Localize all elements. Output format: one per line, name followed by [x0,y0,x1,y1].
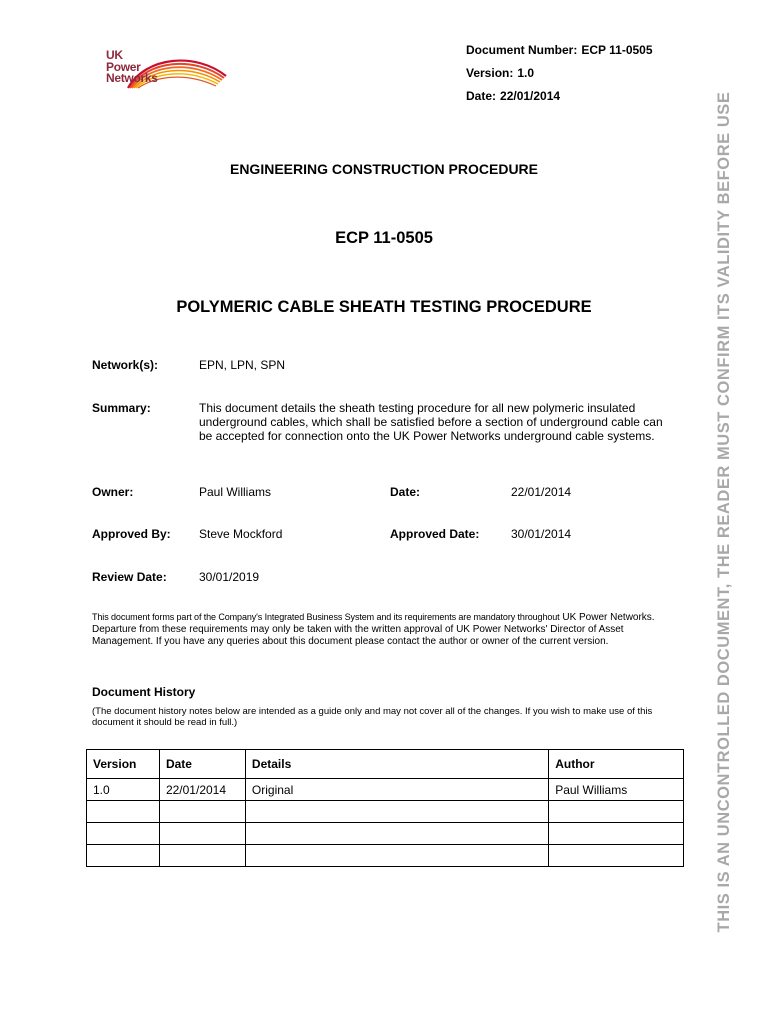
document-history-note: (The document history notes below are intended as a guide only and may not cover all of the changes. If you wish to make use of this document it should be read in full.) [92,706,653,728]
document-number-label: Document Number: [466,43,578,57]
version-value: 1.0 [517,66,535,80]
uncontrolled-document-watermark: THIS IS AN UNCONTROLLED DOCUMENT, THE READER MUST CONFIRM ITS VALIDITY BEFORE USE [715,91,733,933]
cell-author [549,823,684,845]
table-header-row [87,750,684,779]
cell-details [245,823,548,845]
cell-details: Original [245,779,548,801]
cell-date: 22/01/2014 [159,779,245,801]
disclaimer-paragraph [92,611,682,648]
column-header-version: Version [87,750,160,779]
document-number [466,43,653,57]
document-history-table [86,749,684,867]
document-code-heading: ECP 11-0505 [335,229,433,247]
owner-label: Owner: [92,485,134,499]
logo-line-1: UK [106,48,123,62]
approved-date-label: Approved Date: [390,527,480,541]
version-label: Version: [466,66,514,80]
document-history-heading: Document History [92,685,196,699]
procedure-type-heading: ENGINEERING CONSTRUCTION PROCEDURE [229,161,539,177]
cell-details [245,845,548,867]
review-date-value: 30/01/2019 [199,570,260,584]
column-header-author: Author [549,750,684,779]
table-row [87,801,684,823]
cell-version: 1.0 [87,779,160,801]
owner-date-value: 22/01/2014 [511,485,572,499]
company-logo [106,50,230,106]
cell-author [549,845,684,867]
cell-version [87,823,160,845]
networks-label: Network(s): [92,358,159,372]
table-row [87,779,684,801]
column-header-details: Details [245,750,548,779]
document-number-value: ECP 11-0505 [581,43,653,57]
cell-version [87,845,160,867]
review-date-label: Review Date: [92,570,167,584]
cell-author: Paul Williams [549,779,684,801]
document-date [466,89,560,103]
approved-by-label: Approved By: [92,527,171,541]
table-row [87,823,684,845]
document-version [466,66,534,80]
disclaimer-rest: UK Power Networks. Departure from these requirements may only be taken with the written approval of UK Power Networks' Director of Asset Management. If you have any queries about this document please contact the author or owner of the current version. [92,612,655,647]
approved-by-value: Steve Mockford [199,527,283,541]
cell-version [87,801,160,823]
summary-label: Summary: [92,401,151,415]
logo-text [106,50,158,85]
cell-details [245,801,548,823]
summary-value: This document details the sheath testing procedure for all new polymeric insulated underground cables, which shall be satisfied before a section of underground cable can be accepted for connection onto the UK Power Networks underground cable systems. [199,401,663,443]
approved-date-value: 30/01/2014 [511,527,572,541]
disclaimer-lead: This document forms part of the Company's Integrated Business System and its requirements are mandatory throughout [92,612,560,622]
cell-date [159,845,245,867]
owner-value: Paul Williams [199,485,272,499]
date-value: 22/01/2014 [500,89,561,103]
cell-date [159,823,245,845]
cell-date [159,801,245,823]
column-header-date: Date [159,750,245,779]
logo-line-3: Networks [106,71,158,85]
cell-author [549,801,684,823]
owner-date-label: Date: [390,485,421,499]
logo-line-2: Power [106,59,141,74]
networks-value: EPN, LPN, SPN [199,358,286,372]
document-title-heading: POLYMERIC CABLE SHEATH TESTING PROCEDURE [176,298,592,316]
date-label: Date: [466,89,497,103]
table-row [87,845,684,867]
